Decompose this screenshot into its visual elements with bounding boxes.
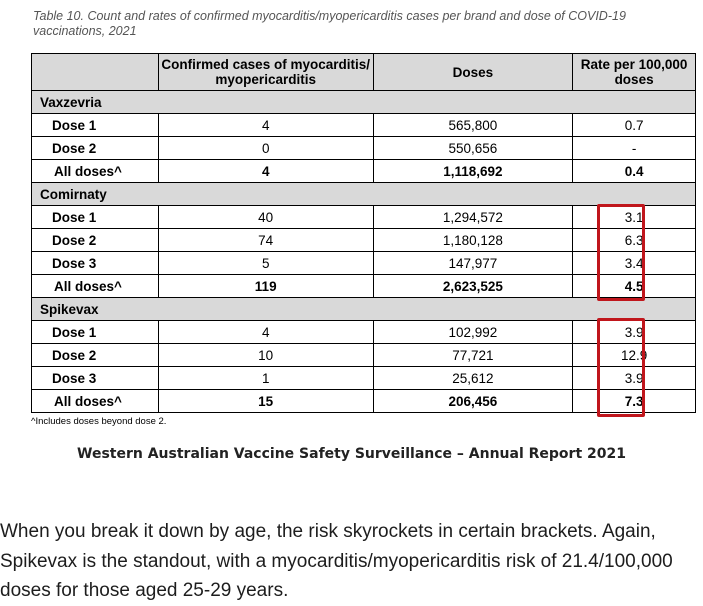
rate-cell: 6.3 <box>573 229 696 252</box>
dose-label: Dose 1 <box>32 321 159 344</box>
dose-label: Dose 3 <box>32 367 159 390</box>
table-row <box>32 321 696 344</box>
highlight-box-spikevax-rates <box>597 318 645 417</box>
cases-cell: 4 <box>158 160 373 183</box>
dose-label: Dose 3 <box>32 252 159 275</box>
table-footnote: ^Includes doses beyond dose 2. <box>31 416 167 427</box>
doses-cell: 550,656 <box>373 137 573 160</box>
brand-label: Comirnaty <box>32 183 696 206</box>
cases-cell: 5 <box>158 252 373 275</box>
cases-cell: 119 <box>158 275 373 298</box>
rate-cell: 0.4 <box>573 160 696 183</box>
table-header-row <box>32 54 696 91</box>
rate-cell: - <box>573 137 696 160</box>
doses-cell: 1,180,128 <box>373 229 573 252</box>
table-row <box>32 344 696 367</box>
doses-cell: 565,800 <box>373 114 573 137</box>
doses-cell: 147,977 <box>373 252 573 275</box>
header-blank <box>32 54 159 91</box>
cases-cell: 4 <box>158 114 373 137</box>
brand-label: Vaxzevria <box>32 91 696 114</box>
dose-label: Dose 1 <box>32 206 159 229</box>
header-doses: Doses <box>373 54 573 91</box>
cases-cell: 1 <box>158 367 373 390</box>
rate-cell: 0.7 <box>573 114 696 137</box>
table-row <box>32 252 696 275</box>
doses-cell: 1,118,692 <box>373 160 573 183</box>
source-caption: Western Australian Vaccine Safety Surveillance – Annual Report 2021 <box>77 446 626 462</box>
article-paragraph: When you break it down by age, the risk skyrockets in certain brackets. Again, Spikevax is the standout, with a myocarditis/myopericarditis risk of 21.4/100,000 doses for those aged 25-29 years. <box>0 521 673 601</box>
doses-cell: 1,294,572 <box>373 206 573 229</box>
doses-cell: 206,456 <box>373 390 573 413</box>
brand-row-comirnaty <box>32 183 696 206</box>
dose-label: Dose 1 <box>32 114 159 137</box>
cases-cell: 10 <box>158 344 373 367</box>
highlight-box-comirnaty-rates <box>597 204 645 301</box>
header-cases: Confirmed cases of myocarditis/ myopericarditis <box>158 54 373 91</box>
doses-cell: 2,623,525 <box>373 275 573 298</box>
doses-cell: 25,612 <box>373 367 573 390</box>
rate-cell: 12.9 <box>573 344 696 367</box>
cases-cell: 40 <box>158 206 373 229</box>
cases-cell: 15 <box>158 390 373 413</box>
rate-cell: 3.9 <box>573 321 696 344</box>
brand-label: Spikevax <box>32 298 696 321</box>
table-row <box>32 114 696 137</box>
rate-cell: 3.9 <box>573 367 696 390</box>
dose-label: Dose 2 <box>32 137 159 160</box>
table-row <box>32 206 696 229</box>
table-row <box>32 137 696 160</box>
table-row-all-doses <box>32 390 696 413</box>
dose-label: Dose 2 <box>32 344 159 367</box>
table-row-all-doses <box>32 275 696 298</box>
dose-label: Dose 2 <box>32 229 159 252</box>
table-row-all-doses <box>32 160 696 183</box>
table-row <box>32 229 696 252</box>
table-caption: Table 10. Count and rates of confirmed myocarditis/myopericarditis cases per brand and dose of COVID-19 vaccinations, 2021 <box>33 9 626 38</box>
cases-cell: 4 <box>158 321 373 344</box>
table-row <box>32 367 696 390</box>
cases-cell: 0 <box>158 137 373 160</box>
rate-cell: 4.5 <box>573 275 696 298</box>
brand-row-spikevax <box>32 298 696 321</box>
rate-cell: 3.1 <box>573 206 696 229</box>
brand-row-vaxzevria <box>32 91 696 114</box>
dose-label: All doses^ <box>32 275 159 298</box>
cases-cell: 74 <box>158 229 373 252</box>
rate-cell: 7.3 <box>573 390 696 413</box>
doses-cell: 102,992 <box>373 321 573 344</box>
doses-cell: 77,721 <box>373 344 573 367</box>
dose-label: All doses^ <box>32 390 159 413</box>
dose-label: All doses^ <box>32 160 159 183</box>
rate-cell: 3.4 <box>573 252 696 275</box>
header-rate: Rate per 100,000 doses <box>573 54 696 91</box>
